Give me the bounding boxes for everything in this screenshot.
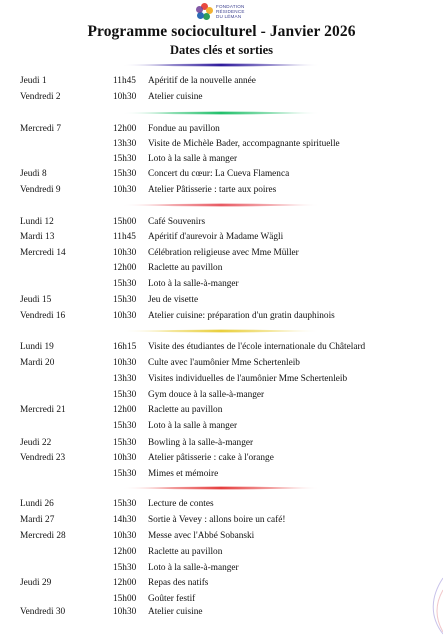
event-activity: Atelier Pâtisserie : tarte aux poires bbox=[148, 185, 277, 195]
event-row bbox=[0, 529, 443, 544]
event-time: 10h30 bbox=[113, 607, 137, 617]
event-row bbox=[0, 372, 443, 387]
event-row bbox=[0, 497, 443, 512]
event-row bbox=[0, 277, 443, 292]
event-activity: Concert du cœur: La Cueva Flamenca bbox=[148, 169, 290, 179]
event-activity: Jeu de visette bbox=[148, 295, 199, 305]
event-row bbox=[0, 419, 443, 434]
event-row bbox=[0, 356, 443, 371]
event-row bbox=[0, 403, 443, 418]
event-row bbox=[0, 261, 443, 276]
corner-decoration bbox=[423, 576, 443, 636]
event-row bbox=[0, 122, 443, 137]
event-activity: Loto à la salle à manger bbox=[148, 421, 238, 431]
event-time: 14h30 bbox=[113, 515, 137, 525]
event-row bbox=[0, 576, 443, 591]
event-activity: Fondue au pavillon bbox=[148, 124, 220, 134]
event-time: 11h45 bbox=[113, 232, 136, 242]
event-time: 15h30 bbox=[113, 154, 137, 164]
event-time: 10h30 bbox=[113, 248, 137, 258]
event-row bbox=[0, 513, 443, 528]
event-day: Vendredi 30 bbox=[20, 607, 66, 617]
event-day: Mardi 27 bbox=[20, 515, 55, 525]
event-row bbox=[0, 137, 443, 152]
event-row bbox=[0, 436, 443, 451]
event-activity: Atelier cuisine: préparation d'un gratin dauphinois bbox=[148, 311, 335, 321]
event-time: 15h30 bbox=[113, 499, 137, 509]
event-activity: Repas des natifs bbox=[148, 578, 209, 588]
event-activity: Lecture de contes bbox=[148, 499, 214, 509]
event-row bbox=[0, 167, 443, 182]
event-time: 12h00 bbox=[113, 263, 137, 273]
event-time: 10h30 bbox=[113, 358, 137, 368]
event-activity: Atelier cuisine bbox=[148, 92, 203, 102]
event-time: 12h00 bbox=[113, 578, 137, 588]
event-row bbox=[0, 74, 443, 89]
page-subtitle: Dates clés et sorties bbox=[169, 43, 274, 57]
event-activity: Loto à la salle-à-manger bbox=[148, 279, 239, 289]
event-row bbox=[0, 246, 443, 261]
event-day: Vendredi 9 bbox=[20, 185, 61, 195]
event-row bbox=[0, 545, 443, 560]
logo-line-1: FONDATION bbox=[216, 4, 245, 9]
event-time: 12h00 bbox=[113, 547, 137, 557]
event-day: Mercredi 21 bbox=[20, 405, 66, 415]
event-activity: Culte avec l'aumônier Mme Schertenleib bbox=[148, 358, 300, 368]
event-time: 13h30 bbox=[113, 139, 137, 149]
event-day: Jeudi 22 bbox=[20, 438, 52, 448]
event-activity: Atelier cuisine bbox=[148, 607, 203, 617]
event-time: 15h30 bbox=[113, 421, 137, 431]
event-row bbox=[0, 451, 443, 466]
section-separator bbox=[122, 202, 320, 208]
event-time: 10h30 bbox=[113, 92, 137, 102]
event-activity: Messe avec l'Abbé Sobanski bbox=[148, 531, 255, 541]
event-time: 10h30 bbox=[113, 311, 137, 321]
event-time: 15h30 bbox=[113, 563, 137, 573]
event-row bbox=[0, 215, 443, 230]
event-day: Vendredi 16 bbox=[20, 311, 66, 321]
event-time: 10h30 bbox=[113, 185, 137, 195]
event-activity: Visites individuelles de l'aumônier Mme Schertenleib bbox=[148, 374, 348, 384]
event-day: Mercredi 14 bbox=[20, 248, 66, 258]
section-separator bbox=[122, 328, 320, 334]
event-time: 15h30 bbox=[113, 469, 137, 479]
event-day: Lundi 19 bbox=[20, 342, 54, 352]
event-row bbox=[0, 309, 443, 324]
event-time: 12h00 bbox=[113, 405, 137, 415]
event-activity: Loto à la salle à manger bbox=[148, 154, 238, 164]
event-activity: Visite de Michèle Bader, accompagnante spirituelle bbox=[148, 139, 340, 149]
event-time: 16h15 bbox=[113, 342, 137, 352]
event-activity: Loto à la salle-à-manger bbox=[148, 563, 239, 573]
event-row bbox=[0, 605, 443, 620]
event-activity: Sortie à Vevey : allons boire un café! bbox=[148, 515, 286, 525]
section-separator bbox=[122, 110, 320, 116]
event-activity: Mimes et mémoire bbox=[148, 469, 219, 479]
event-time: 15h30 bbox=[113, 279, 137, 289]
event-activity: Raclette au pavillon bbox=[148, 263, 223, 273]
event-activity: Célébration religieuse avec Mme Müller bbox=[148, 248, 299, 258]
event-time: 15h00 bbox=[113, 217, 137, 227]
logo bbox=[196, 3, 256, 21]
event-day: Mardi 13 bbox=[20, 232, 55, 242]
event-row bbox=[0, 388, 443, 403]
event-row bbox=[0, 293, 443, 308]
event-day: Jeudi 1 bbox=[20, 76, 47, 86]
event-time: 11h45 bbox=[113, 76, 136, 86]
section-separator bbox=[122, 62, 320, 68]
event-activity: Apéritif d'aurevoir à Madame Wägli bbox=[148, 232, 284, 242]
event-day: Jeudi 29 bbox=[20, 578, 52, 588]
logo-mark-icon bbox=[196, 3, 213, 20]
event-day: Mardi 20 bbox=[20, 358, 55, 368]
event-activity: Goûter festif bbox=[148, 594, 196, 604]
event-day: Vendredi 2 bbox=[20, 92, 61, 102]
event-row bbox=[0, 90, 443, 105]
section-separator bbox=[122, 485, 320, 491]
event-day: Mercredi 7 bbox=[20, 124, 62, 134]
event-time: 15h30 bbox=[113, 438, 137, 448]
event-time: 15h30 bbox=[113, 390, 137, 400]
logo-line-3: DU LÉMAN bbox=[216, 14, 242, 19]
event-row bbox=[0, 561, 443, 576]
page-title: Programme socioculturel - Janvier 2026 bbox=[87, 23, 356, 40]
event-day: Jeudi 15 bbox=[20, 295, 52, 305]
event-activity: Visite des étudiantes de l'école internationale du Châtelard bbox=[148, 342, 366, 352]
event-activity: Apéritif de la nouvelle année bbox=[148, 76, 256, 86]
event-row bbox=[0, 230, 443, 245]
event-time: 15h30 bbox=[113, 295, 137, 305]
event-time: 15h30 bbox=[113, 169, 137, 179]
event-activity: Raclette au pavillon bbox=[148, 405, 223, 415]
event-row bbox=[0, 340, 443, 355]
event-time: 13h30 bbox=[113, 374, 137, 384]
event-row bbox=[0, 183, 443, 198]
event-day: Mercredi 28 bbox=[20, 531, 66, 541]
event-time: 10h30 bbox=[113, 453, 137, 463]
logo-text bbox=[216, 4, 245, 19]
event-activity: Raclette au pavillon bbox=[148, 547, 223, 557]
event-time: 10h30 bbox=[113, 531, 137, 541]
event-row bbox=[0, 467, 443, 482]
event-activity: Café Souvenirs bbox=[148, 217, 206, 227]
event-time: 15h00 bbox=[113, 594, 137, 604]
event-day: Lundi 26 bbox=[20, 499, 54, 509]
event-activity: Bowling à la salle-à-manger bbox=[148, 438, 254, 448]
event-activity: Gym douce à la salle-à-manger bbox=[148, 390, 265, 400]
event-row bbox=[0, 152, 443, 167]
event-time: 12h00 bbox=[113, 124, 137, 134]
event-day: Vendredi 23 bbox=[20, 453, 66, 463]
logo-line-2: RÉSIDENCE bbox=[216, 9, 245, 14]
event-activity: Atelier pâtisserie : cake à l'orange bbox=[148, 453, 274, 463]
event-day: Lundi 12 bbox=[20, 217, 54, 227]
event-day: Jeudi 8 bbox=[20, 169, 47, 179]
